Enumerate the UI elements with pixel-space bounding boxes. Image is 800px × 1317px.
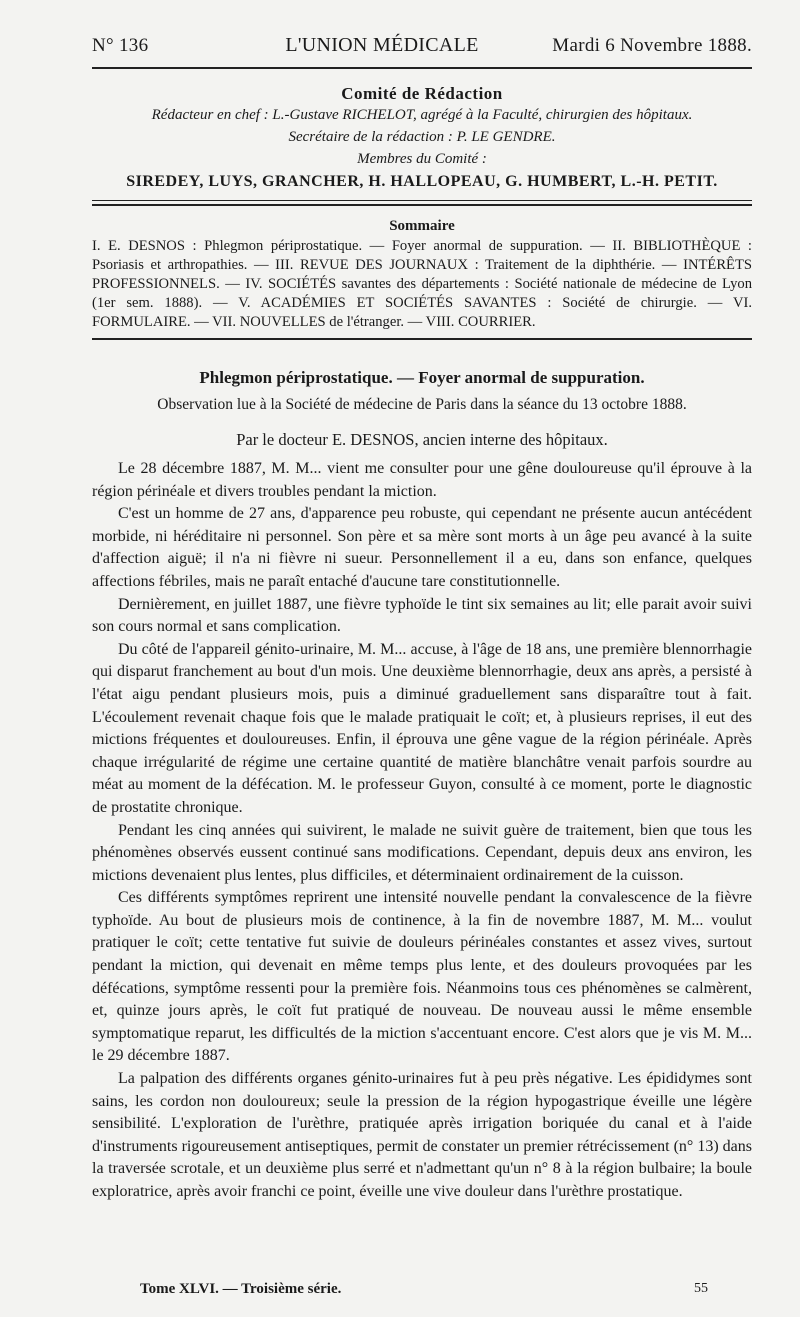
paragraph: C'est un homme de 27 ans, d'apparence peu robuste, qui cependant ne présente aucun antécédent morbide, ni héréditaire ni personnel. Son père et sa mère sont morts à un âge peu avancé à la suite d'affection aiguë; il n'a ni fièvre ni sueur. Personnellement il a eu, dans son enfance, quelques affections fébriles, mais ne paraît entaché d'aucune tare constitutionnelle. xyxy=(92,505,752,590)
paragraph: La palpation des différents organes génito-urinaires fut à peu près négative. Les épididymes sont sains, les cordon non douloureux; seule la pression de la région hypogastrique éveille une légère sensibilité. L'exploration de l'urèthre, pratiquée après irrigation boriquée du canal et à l'aide d'instruments rigoureusement antiseptiques, permit de constater un premier rétrécissement (n° 13) dans la traversée scrotale, et un deuxième plus serré et n'admettant qu'un n° 8 à la région bulbaire; la boule exploratrice, après avoir franchi ce point, éveille une vive douleur dans l'urèthre prostatique. xyxy=(92,1070,752,1200)
paragraph: Du côté de l'appareil génito-urinaire, M. M... accuse, à l'âge de 18 ans, une première blennorrhagie qui disparut franchement au bout d'un mois. Une deuxième blennorrhagie, deux ans après, a persisté à l'état aigu pendant plusieurs mois, puis a diminué graduellement sans disparaître tout à fait. L'écoulement revenait chaque fois que le malade pratiquait le coït; et, à plusieurs reprises, il eut des mictions fréquentes et douloureuses. Enfin, il éprouva une gêne vague de la région périnéale. Après chaque irrégularité de régime une certaine quantité de matière blanchâtre venait parfois sourdre au méat au moment de la défécation. M. le professeur Guyon, consulté à ce moment, porte le diagnostic de prostatite chronique. xyxy=(92,640,752,816)
journal-title: L'UNION MÉDICALE xyxy=(285,34,479,56)
summary-rule xyxy=(92,338,752,340)
editorial-secretary: Secrétaire de la rédaction : P. LE GENDRE. xyxy=(288,129,556,145)
article-title: Phlegmon périprostatique. — Foyer anormal de suppuration. xyxy=(199,368,645,387)
committee-rule xyxy=(92,200,752,206)
editorial-committee xyxy=(92,83,752,192)
article-author: Par le docteur E. DESNOS, ancien interne des hôpitaux. xyxy=(236,430,608,449)
issue-number: N° 136 xyxy=(92,35,149,56)
volume-label: Tome XLVI. — Troisième série. xyxy=(140,1281,342,1297)
members-label: Membres du Comité : xyxy=(357,151,487,167)
paragraph: Ces différents symptômes reprirent une intensité nouvelle pendant la convalescence de la fièvre typhoïde. Au bout de plusieurs mois de continence, à la fin de novembre 1887, M. M... voulut pratiquer le coït; cette tentative fut suivie de douleurs périnéales constantes et assez vives, surtout pendant la miction, qui devenait en même temps plus lente, et des douleurs provoquées par les défécations, symptôme ressenti pour la première fois. Néanmoins tous ces phénomènes se calmèrent, et, quinze jours après, le coït fut pratiqué de nouveau. De nouveau aussi le même ensemble symptomatique reparut, les difficultés de la miction s'accentuant encore. C'est alors que je vis M. M... le 29 décembre 1887. xyxy=(92,889,752,1065)
paragraph: Le 28 décembre 1887, M. M... vient me consulter pour une gêne douloureuse qu'il éprouve à la région périnéale et divers troubles pendant la miction. xyxy=(92,460,752,500)
paragraph: Dernièrement, en juillet 1887, une fièvre typhoïde le tint six semaines au lit; elle parait avoir suivi son cours normal et sans complication. xyxy=(92,595,752,636)
committee-members: SIREDEY, LUYS, GRANCHER, H. HALLOPEAU, G. HUMBERT, L.-H. PETIT. xyxy=(126,173,718,190)
summary-text: I. E. DESNOS : Phlegmon périprostatique. — Foyer anormal de suppuration. — II. BIBLIOTHÈQUE : Psoriasis et arthropathies. — III. REVUE DES JOURNAUX : Traitement de la diphthérie. — INTÉRÊTS PROFESSIONNELS. — IV. SOCIÉTÉS savantes des départements : Société nationale de médecine de Lyon (1er sem. 1888). — V. ACADÉMIES ET SOCIÉTÉS SAVANTES : Société de chirurgie. — VI. FORMULAIRE. — VII. NOUVELLES de l'étranger. — VIII. COURRIER. xyxy=(92,238,752,330)
paragraph: Pendant les cinq années qui suivirent, le malade ne suivit guère de traitement, bien que tous les phénomènes observés eussent continué sans modifications. Cependant, depuis deux ans environ, les mictions devenaient plus lentes, plus difficiles, et déterminaient ordinairement de la cuisson. xyxy=(92,821,752,884)
article-observation: Observation lue à la Société de médecine de Paris dans la séance du 13 octobre 1888. xyxy=(157,396,687,413)
article-body xyxy=(92,458,752,1204)
page-footer xyxy=(140,1281,708,1298)
committee-title: Comité de Rédaction xyxy=(341,84,503,103)
summary-title: Sommaire xyxy=(389,218,455,234)
issue-date: Mardi 6 Novembre 1888. xyxy=(552,35,752,56)
page-header xyxy=(92,0,752,57)
header-rule xyxy=(92,67,752,69)
editor-in-chief: Rédacteur en chef : L.-Gustave RICHELOT, agrégé à la Faculté, chirurgien des hôpitaux. xyxy=(151,107,693,123)
page-number: 55 xyxy=(694,1281,708,1296)
